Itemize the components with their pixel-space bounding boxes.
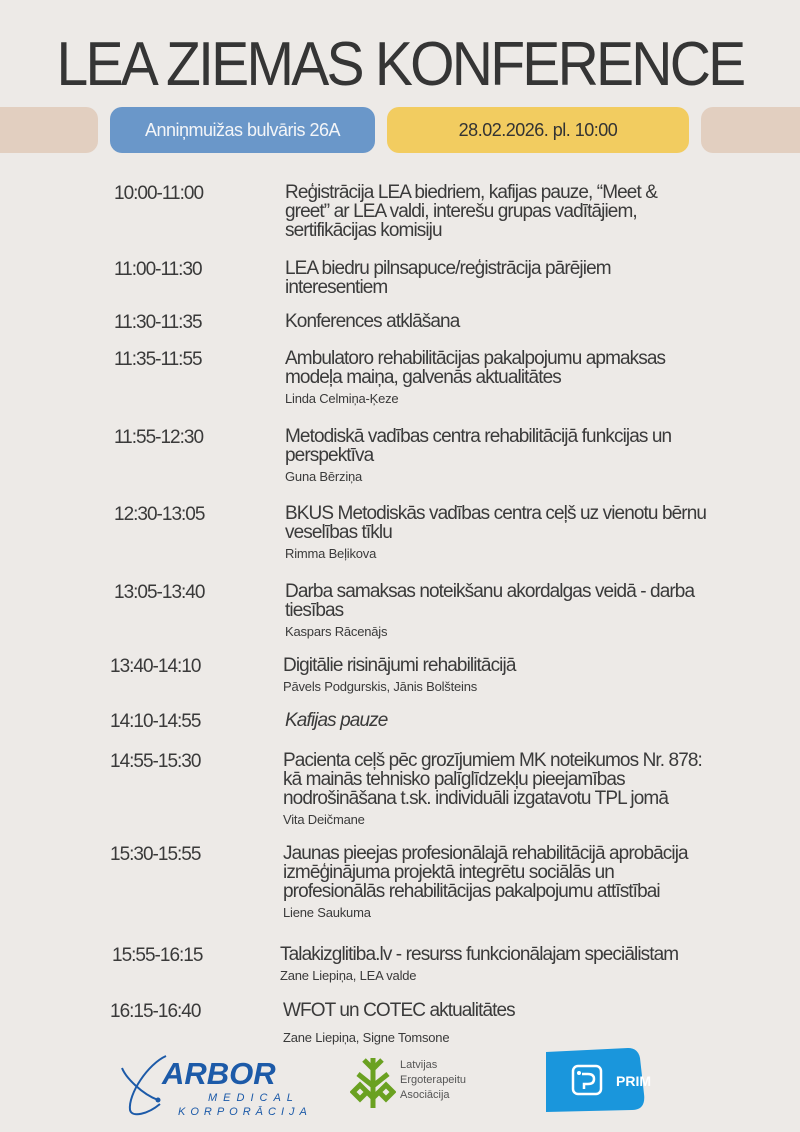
speaker-name: Kaspars Rācenājs — [285, 624, 388, 639]
lea-logo — [350, 1054, 500, 1114]
lea-text-line: Asociācija — [400, 1089, 450, 1101]
time-slot: 12:30-13:05 — [114, 504, 205, 525]
time-slot: 14:55-15:30 — [110, 751, 201, 772]
topic-line: Digitālie risinājumi rehabilitācijā — [283, 655, 516, 676]
time-slot: 16:15-16:40 — [110, 1001, 201, 1022]
speaker-name: Linda Celmiņa-Ķeze — [285, 391, 399, 406]
speaker-name: Vita Deičmane — [283, 812, 365, 827]
speaker-name: Zane Liepiņa, Signe Tomsone — [283, 1030, 450, 1045]
lea-text-line: Latvijas — [400, 1059, 438, 1071]
topic-line: profesionālās rehabilitācijas pakalpojumu attīstībai — [283, 881, 660, 902]
time-slot: 11:30-11:35 — [114, 312, 202, 333]
topic-line: Pacienta ceļš pēc grozījumiem MK noteikumos Nr. 878: — [283, 750, 702, 771]
time-slot: 15:30-15:55 — [110, 844, 201, 865]
time-slot: 14:10-14:55 — [110, 711, 201, 732]
time-slot: 11:55-12:30 — [114, 427, 204, 448]
page-title: LEA ZIEMAS KONFERENCE — [56, 30, 744, 99]
topic-line: tiesības — [285, 600, 344, 621]
address-text: Anniņmuižas bulvāris 26A — [144, 119, 341, 140]
topic-line: modeļa maiņa, galvenās aktualitātes — [285, 367, 561, 388]
topic-line: WFOT un COTEC aktualitātes — [283, 1000, 515, 1021]
address-badge — [110, 107, 375, 153]
topic-line: interesentiem — [285, 277, 388, 298]
topic-line: LEA biedru pilnsapuce/reģistrācija pārējiem — [285, 258, 611, 279]
date-text: 28.02.2026. pl. 10:00 — [458, 119, 618, 140]
topic-line: nodrošināšana t.sk. individuāli izgatavotu TPL jomā — [283, 788, 669, 809]
time-slot: 11:00-11:30 — [114, 259, 202, 280]
topic-line: Kafijas pauze — [285, 710, 388, 731]
speaker-name: Liene Saukuma — [283, 905, 371, 920]
topic-line: veselības tīklu — [285, 522, 392, 543]
topic-line: Darba samaksas noteikšanu akordalgas veidā - darba — [285, 581, 695, 602]
arbor-medical-logo — [118, 1054, 312, 1120]
topic-line: Jaunas pieejas profesionālajā rehabilitācijā aprobācija — [283, 843, 688, 864]
topic-line: izmēģinājuma projektā integrētu sociālās un — [283, 862, 614, 883]
speaker-name: Rimma Beļikova — [285, 546, 377, 561]
time-slot: 11:35-11:55 — [114, 349, 202, 370]
topic-line: BKUS Metodiskās vadības centra ceļš uz vienotu bērnu — [285, 503, 707, 524]
topic-line: perspektīva — [285, 445, 374, 466]
topic-line: greet” ar LEA valdi, interešu grupas vadītājiem, — [285, 201, 637, 222]
speaker-name: Pāvels Podgurskis, Jānis Bolšteins — [283, 679, 478, 694]
topic-line: Ambulatoro rehabilitācijas pakalpojumu apmaksas — [285, 348, 666, 369]
topic-line: Talakizglitiba.lv - resurss funkcionālajam speciālistam — [280, 944, 679, 965]
topic-line: kā mainās tehnisko palīglīdzekļu pieejamības — [283, 769, 625, 790]
arbor-korporacija-text: KORPORĀCIJA — [178, 1106, 312, 1118]
speaker-name: Guna Bērziņa — [285, 469, 363, 484]
arbor-medical-text: MEDICAL — [208, 1092, 299, 1104]
arbor-wordmark: ARBOR — [162, 1056, 276, 1091]
lea-text-line: Ergoterapeitu — [400, 1074, 467, 1086]
time-slot: 10:00-11:00 — [114, 183, 204, 204]
lea-tree-icon — [350, 1054, 396, 1112]
speaker-name: Zane Liepiņa, LEA valde — [280, 968, 417, 983]
time-slot: 15:55-16:15 — [112, 945, 203, 966]
sponsor-logos — [0, 1040, 800, 1132]
topic-line: sertifikācijas komisiju — [285, 220, 442, 241]
decorative-pill-right — [701, 107, 800, 153]
date-badge — [387, 107, 689, 153]
topic-line: Metodiskā vadības centra rehabilitācijā funkcijas un — [285, 426, 672, 447]
topic-line: Reģistrācija LEA biedriem, kafijas pauze, “Meet & — [285, 182, 657, 203]
time-slot: 13:05-13:40 — [114, 582, 205, 603]
time-slot: 13:40-14:10 — [110, 656, 201, 677]
decorative-pill-left — [0, 107, 98, 153]
topic-line: Konferences atklāšana — [285, 311, 460, 332]
prim-wordmark: PRIM — [616, 1073, 651, 1089]
